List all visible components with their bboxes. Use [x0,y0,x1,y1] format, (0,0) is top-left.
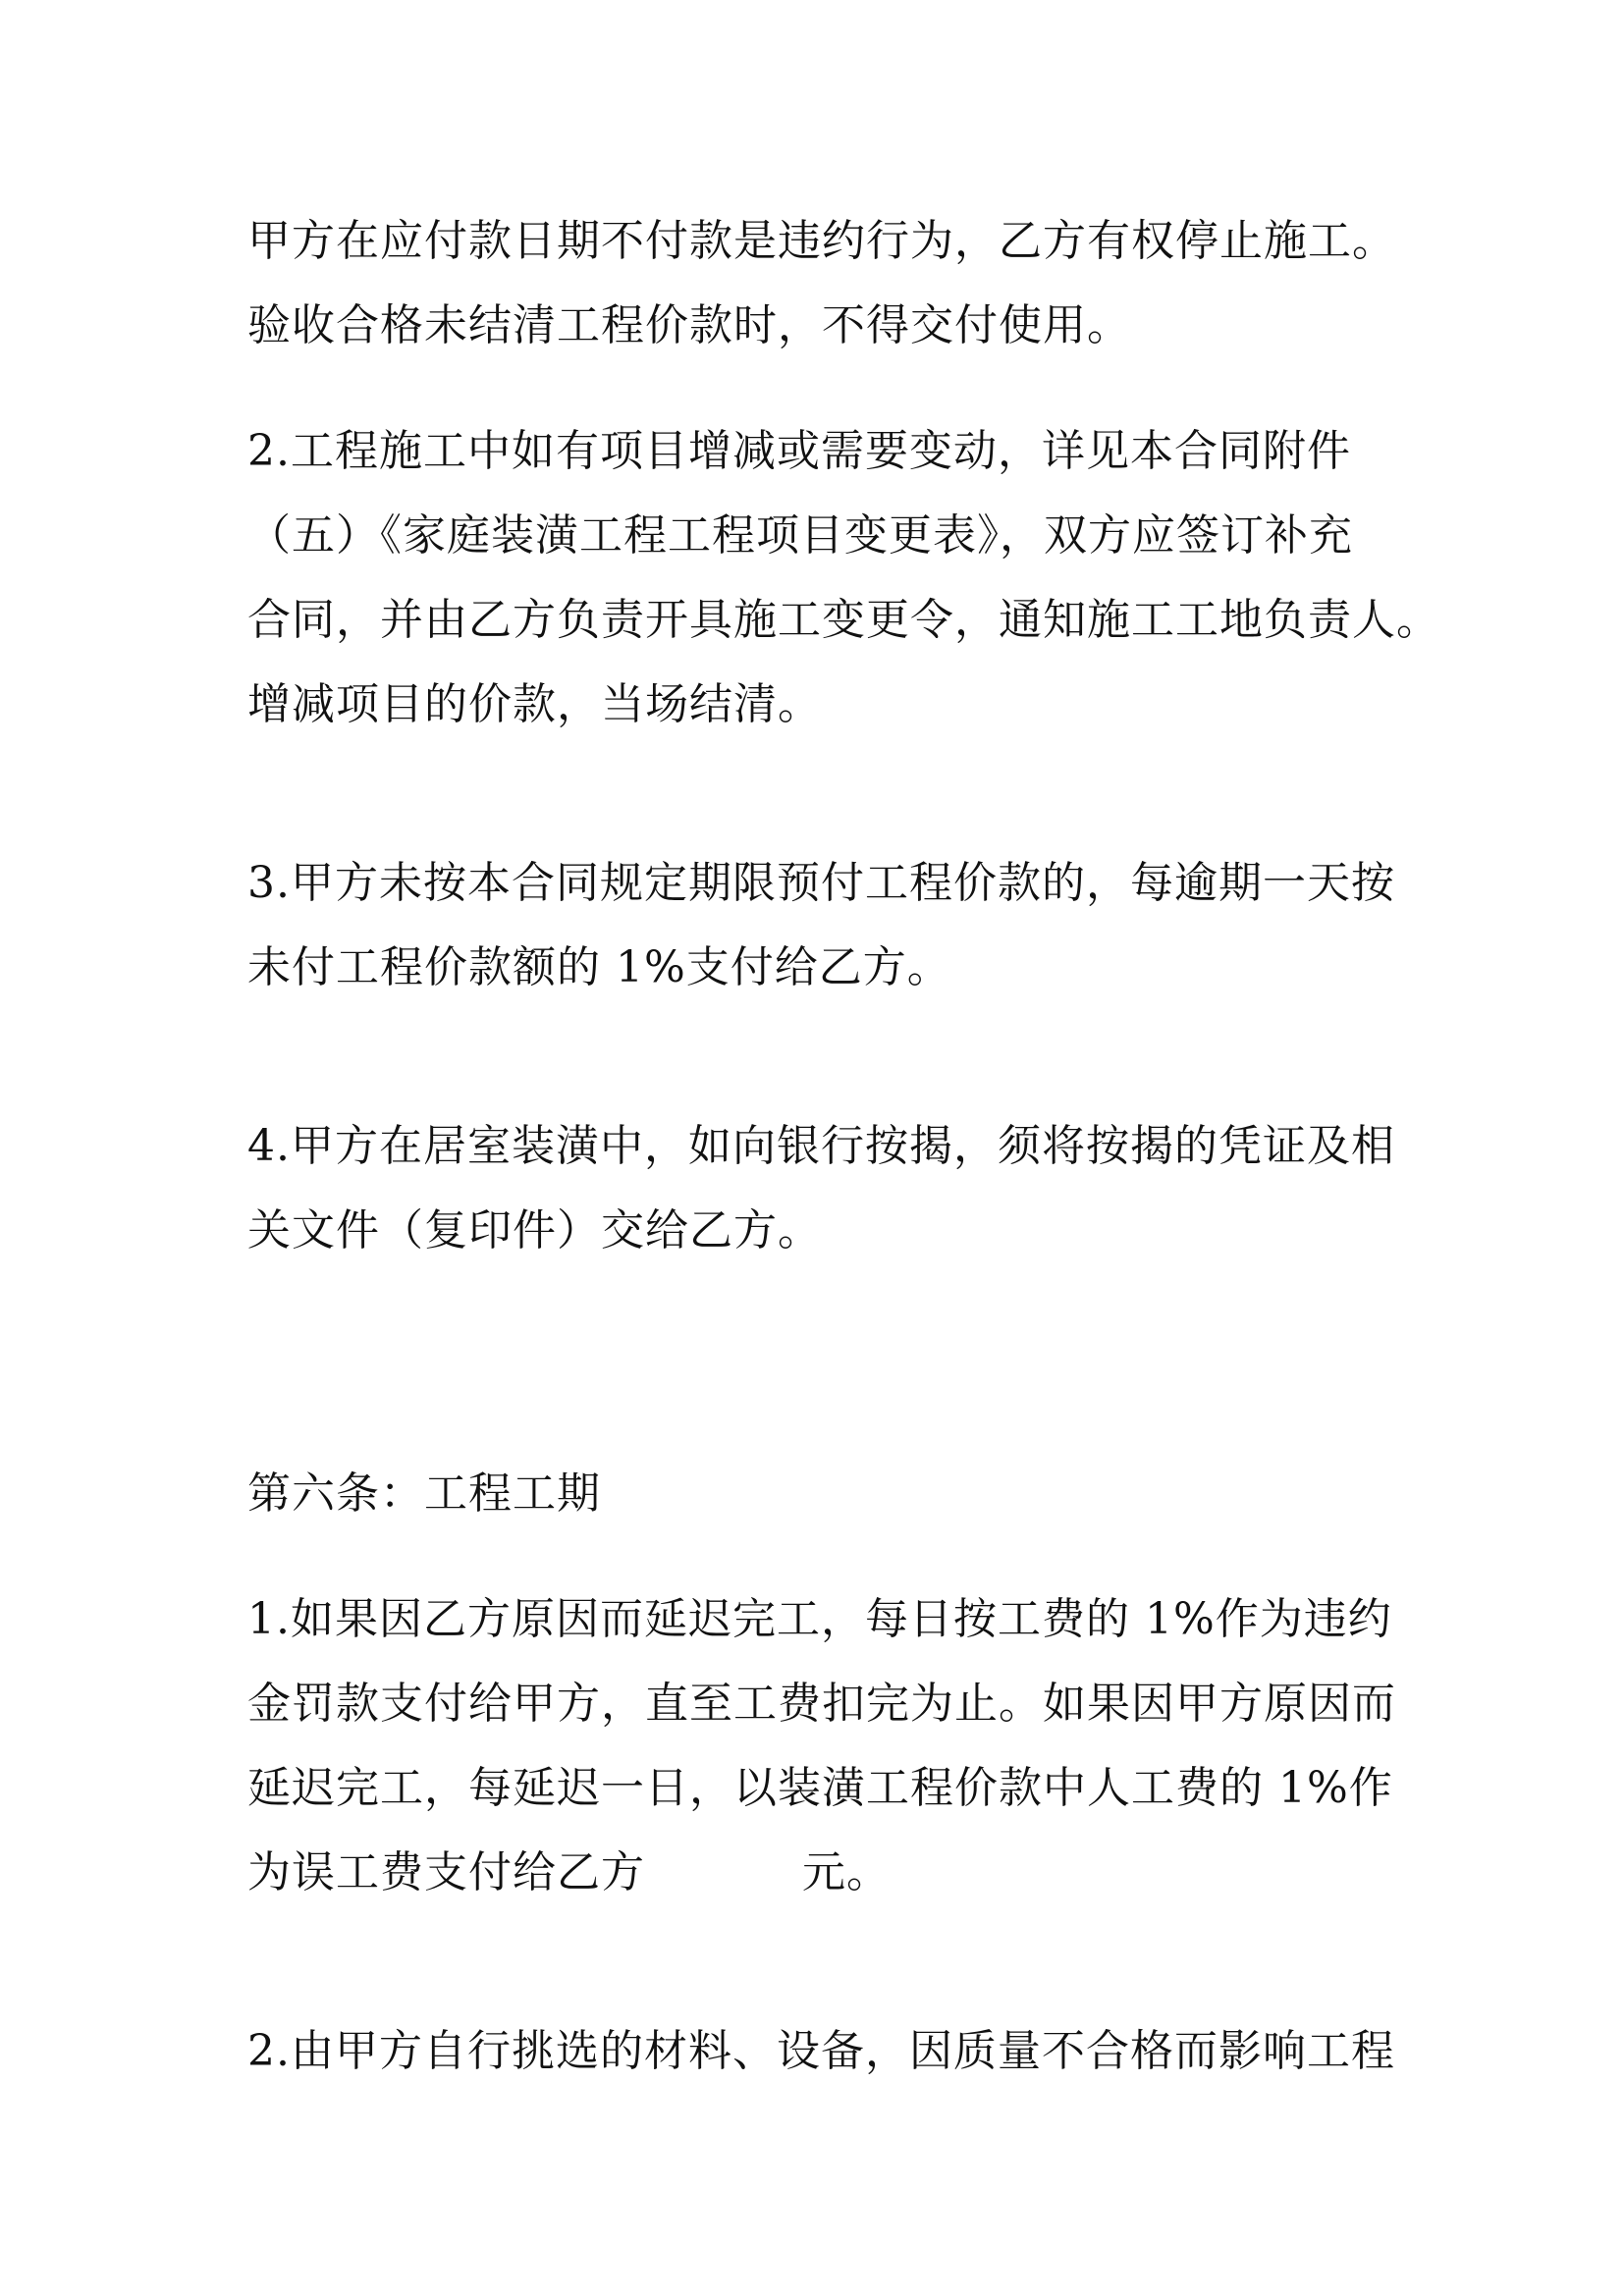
text-segment: 元。 [802,1847,891,1897]
text-line: 关文件（复印件）交给乙方。 [247,1205,822,1255]
text-segment: 为误工费支付给乙方 [247,1847,645,1897]
text-line: 2.由甲方自行挑选的材料、设备，因质量不合格而影响工程 [247,2026,1395,2076]
text-line: 延迟完工，每延迟一日，以装潢工程价款中人工费的 1%作 [247,1763,1393,1813]
text-line: 验收合格未结清工程价款时，不得交付使用。 [247,300,1131,350]
text-line: 甲方在应付款日期不付款是违约行为，乙方有权停止施工。 [247,216,1396,266]
text-line: 1.如果因乙方原因而延迟完工，每日按工费的 1%作为违约 [247,1594,1392,1644]
text-line: 4.甲方在居室装潢中，如向银行按揭，须将按揭的凭证及相 [247,1121,1395,1171]
text-line: （五）《家庭装潢工程工程项目变更表》，双方应签订补充 [247,510,1353,561]
text-line: 合同，并由乙方负责开具施工变更令，通知施工工地负责人。 [247,595,1440,645]
text-line: 未付工程价款额的 1%支付给乙方。 [247,942,951,992]
section-heading: 第六条：工程工期 [247,1468,601,1519]
text-line: 3.甲方未按本合同规定期限预付工程价款的，每逾期一天按 [247,858,1395,908]
text-line: 金罚款支付给甲方，直至工费扣完为止。如果因甲方原因而 [247,1679,1396,1729]
text-line: 增减项目的价款，当场结清。 [247,679,822,729]
text-line: 2.工程施工中如有项目增减或需要变动，详见本合同附件 [247,426,1351,476]
text-line-with-blank [247,1845,1406,1900]
